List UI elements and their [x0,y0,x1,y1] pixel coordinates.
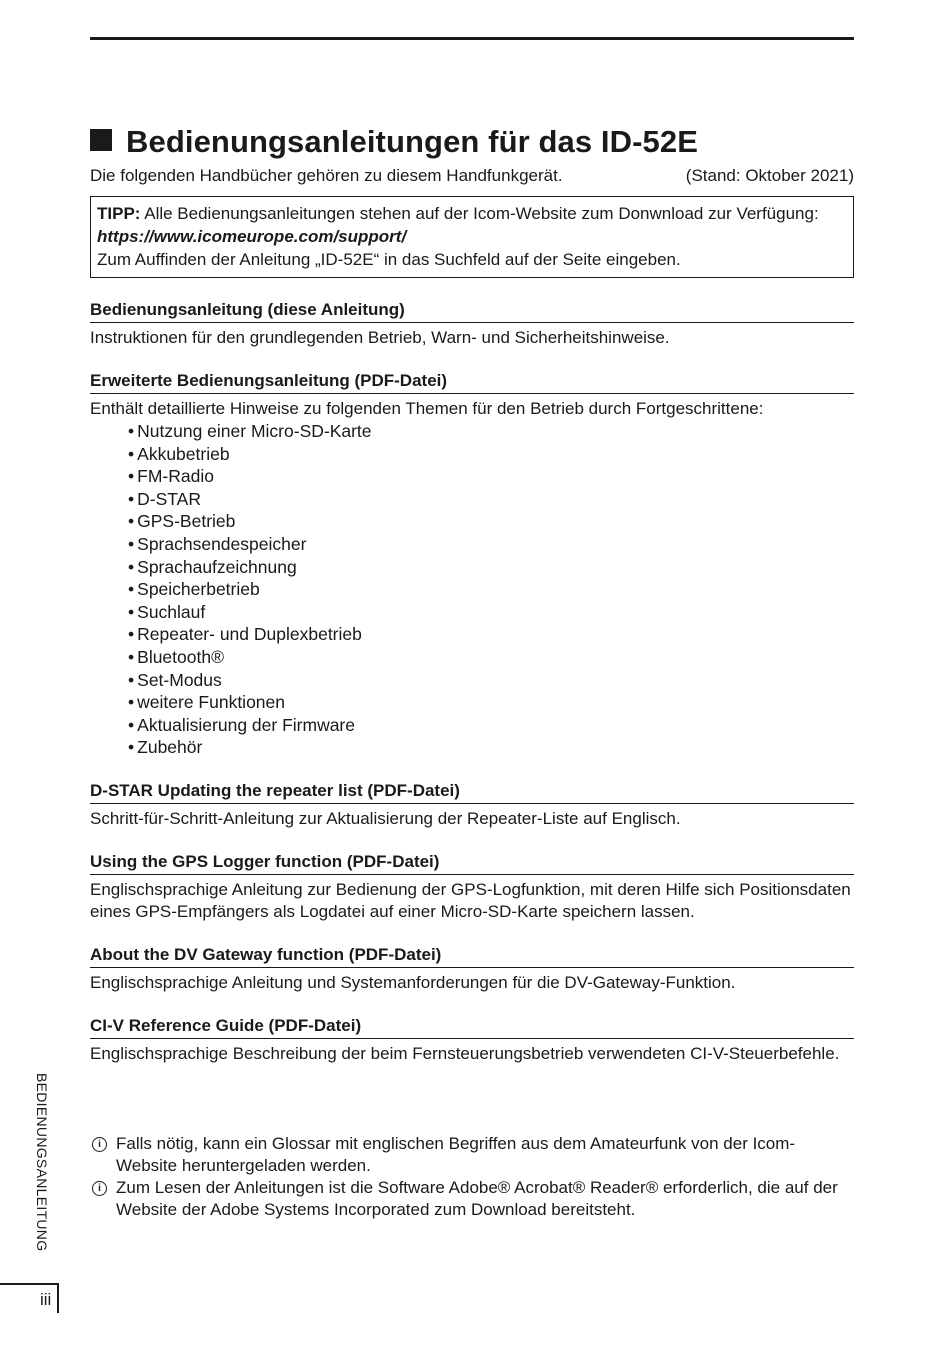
section-body: Englischsprachige Beschreibung der beim Fernsteuerungsbetrieb verwendeten CI-V-Steuerbefehle. [90,1043,840,1063]
list-item: • Speicherbetrieb [128,578,854,601]
list-item: • D-STAR [128,488,854,511]
list-item: • FM-Radio [128,465,854,488]
page-title-text: Bedienungsanleitungen für das ID-52E [126,124,699,159]
section-heading: Bedienungsanleitung (diese Anleitung) [90,298,854,323]
page-number: iii [40,1290,52,1309]
info-icon: i [92,1137,107,1152]
section-basic-manual [90,298,854,349]
list-item: • Nutzung einer Micro-SD-Karte [128,420,854,443]
top-rule [90,37,854,40]
section-body: Enthält detaillierte Hinweise zu folgenden Themen für den Betrieb durch Fortgeschrittene: [90,399,764,418]
main-content [90,122,854,1065]
stand-date: (Stand: Oktober 2021) [685,166,854,185]
section-body: Englischsprachige Anleitung zur Bedienung der GPS-Logfunktion, mit deren Hilfe sich Positionsdaten eines GPS-Empfängers als Logdatei auf einer Micro-SD-Karte speichern lassen. [90,879,851,921]
section-body: Englischsprachige Anleitung und Systemanforderungen für die DV-Gateway-Funktion. [90,972,736,992]
square-bullet-icon [90,129,112,151]
section-heading: About the DV Gateway function (PDF-Datei) [90,943,854,968]
list-item: • Zubehör [128,736,854,759]
side-label: BEDIENUNGSANLEITUNG [34,1073,50,1252]
list-item: • Aktualisierung der Firmware [128,714,854,737]
tip-search-hint: Zum Auffinden der Anleitung „ID-52E“ in das Suchfeld auf der Seite eingeben. [97,250,681,269]
list-item: • Akkubetrieb [128,443,854,466]
section-repeater-list [90,779,854,830]
section-dv-gateway [90,943,854,994]
list-item: • weitere Funktionen [128,691,854,714]
intro-line [90,165,854,187]
section-body: Schritt-für-Schritt-Anleitung zur Aktualisierung der Repeater-Liste auf Englisch. [90,808,681,828]
side-rule [0,1283,58,1285]
section-heading: Erweiterte Bedienungsanleitung (PDF-Datei) [90,369,854,394]
side-vertical-rule [57,1283,59,1313]
side-tab [34,1073,58,1263]
section-heading: D-STAR Updating the repeater list (PDF-Datei) [90,779,854,804]
tip-text: Alle Bedienungsanleitungen stehen auf der Icom-Website zum Donwnload zur Verfügung: [140,204,819,223]
section-gps-logger [90,850,854,923]
list-item: • Bluetooth® [128,646,854,669]
tip-box [90,196,854,278]
list-item: • Sprachsendespeicher [128,533,854,556]
topic-list [90,420,854,759]
note-glossary [90,1133,854,1177]
section-civ-guide [90,1014,854,1065]
info-icon: i [92,1181,107,1196]
section-heading: Using the GPS Logger function (PDF-Datei) [90,850,854,875]
intro-text: Die folgenden Handbücher gehören zu diesem Handfunkgerät. [90,166,563,185]
notes [90,1133,854,1221]
note-text: Falls nötig, kann ein Glossar mit englischen Begriffen aus dem Amateurfunk von der Icom-Website heruntergeladen werden. [116,1134,796,1175]
list-item: • GPS-Betrieb [128,510,854,533]
list-item: • Repeater- und Duplexbetrieb [128,623,854,646]
list-item: • Suchlauf [128,601,854,624]
tip-label: TIPP: [97,204,141,223]
note-acrobat [90,1177,854,1221]
list-item: • Sprachaufzeichnung [128,556,854,579]
page-title [90,122,854,162]
section-heading: CI-V Reference Guide (PDF-Datei) [90,1014,854,1039]
list-item: • Set-Modus [128,669,854,692]
section-body: Instruktionen für den grundlegenden Betrieb, Warn- und Sicherheitshinweise. [90,328,670,347]
support-link[interactable]: https://www.icomeurope.com/support/ [97,227,407,246]
note-text: Zum Lesen der Anleitungen ist die Software Adobe® Acrobat® Reader® erforderlich, die auf der Website der Adobe Systems Incorporated zum Download bereitsteht. [116,1178,838,1219]
section-advanced-manual [90,369,854,759]
